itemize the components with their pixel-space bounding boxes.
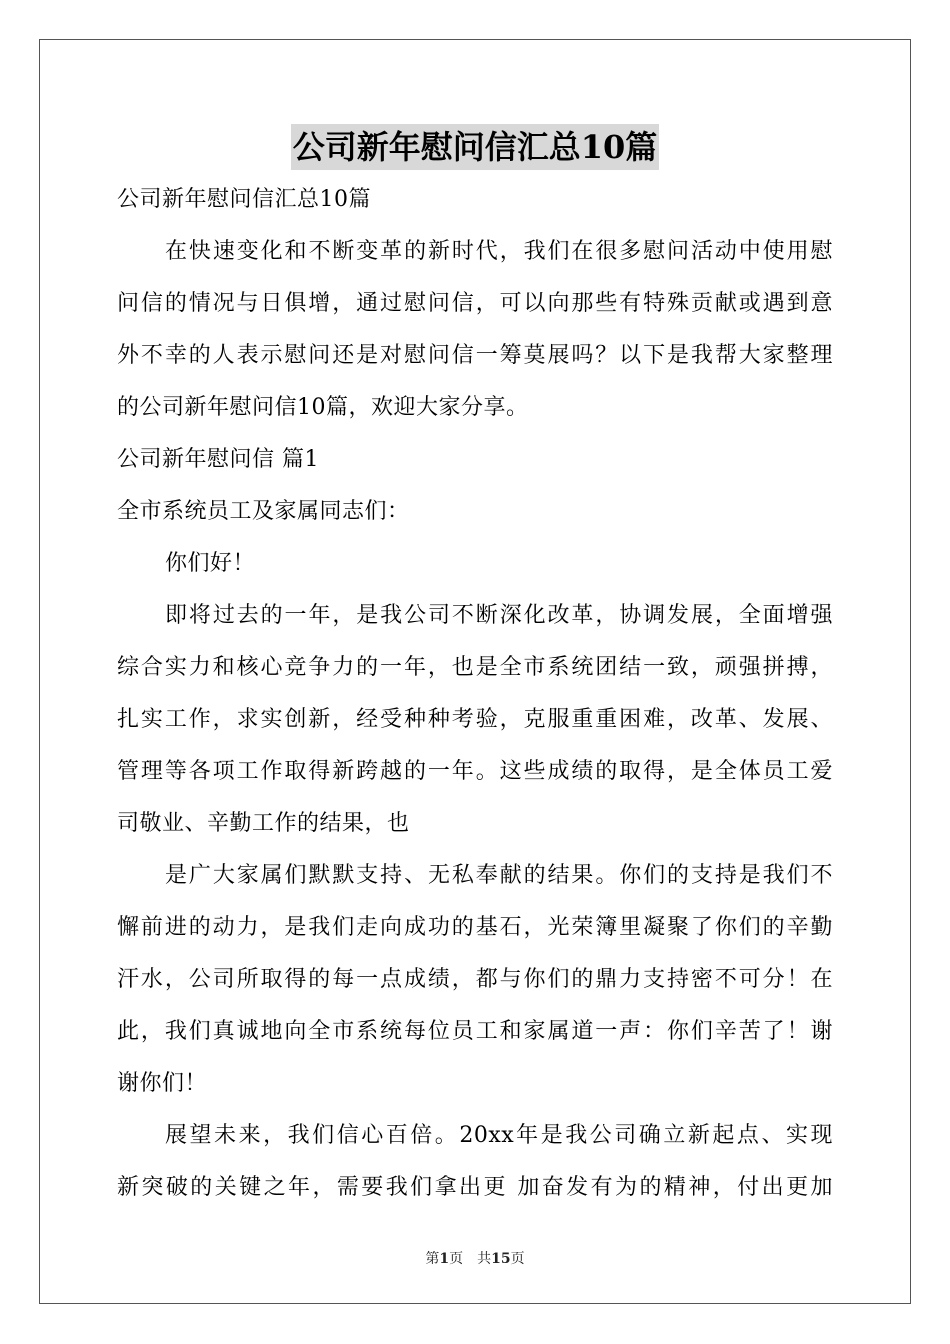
footer-page-number: 1 bbox=[439, 1251, 450, 1267]
text-line: 汗水，公司所取得的每一点成绩，都与你们的鼎力支持密不可分！在 bbox=[117, 967, 833, 992]
footer-suffix: 页 bbox=[510, 1251, 525, 1267]
document-title: 公司新年慰问信汇总10篇 bbox=[291, 124, 660, 170]
text-line: 问信的情况与日俱增，通过慰问信，可以向那些有特殊贡献或遇到意 bbox=[117, 291, 833, 316]
text-line: 即将过去的一年，是我公司不断深化改革，协调发展，全面增强 bbox=[165, 603, 833, 628]
text-line: 懈前进的动力，是我们走向成功的基石，光荣簿里凝聚了你们的辛勤 bbox=[117, 915, 833, 940]
text-line: 新突破的关键之年，需要我们拿出更 加奋发有为的精神，付出更加 bbox=[117, 1175, 833, 1200]
text-line: 外不幸的人表示慰问还是对慰问信一筹莫展吗？以下是我帮大家整理 bbox=[117, 343, 833, 368]
text-line: 此，我们真诚地向全市系统每位员工和家属道一声：你们辛苦了！谢 bbox=[117, 1019, 833, 1044]
text-line: 综合实力和核心竞争力的一年，也是全市系统团结一致，顽强拼搏， bbox=[117, 655, 833, 680]
document-body bbox=[117, 174, 833, 1214]
title-container bbox=[0, 124, 950, 170]
footer-total-pages: 15 bbox=[491, 1251, 511, 1267]
page-footer bbox=[0, 1248, 950, 1268]
text-line: 公司新年慰问信汇总10篇 bbox=[117, 187, 371, 212]
text-line: 你们好！ bbox=[165, 551, 256, 576]
footer-middle: 页 共 bbox=[449, 1251, 492, 1267]
text-line: 谢你们！ bbox=[117, 1071, 208, 1096]
text-line: 的公司新年慰问信10篇，欢迎大家分享。 bbox=[117, 395, 529, 420]
text-line: 司敬业、辛勤工作的结果，也 bbox=[117, 811, 410, 836]
text-line: 展望未来，我们信心百倍。20xx年是我公司确立新起点、实现 bbox=[165, 1123, 833, 1148]
text-line: 是广大家属们默默支持、无私奉献的结果。你们的支持是我们不 bbox=[165, 863, 833, 888]
text-line: 扎实工作，求实创新，经受种种考验，克服重重困难，改革、发展、 bbox=[117, 707, 833, 732]
text-line: 管理等各项工作取得新跨越的一年。这些成绩的取得，是全体员工爱 bbox=[117, 759, 833, 784]
text-line: 公司新年慰问信 篇1 bbox=[117, 447, 319, 472]
text-line: 在快速变化和不断变革的新时代，我们在很多慰问活动中使用慰 bbox=[165, 239, 833, 264]
text-line: 全市系统员工及家属同志们： bbox=[117, 499, 410, 524]
footer-prefix: 第 bbox=[425, 1251, 440, 1267]
